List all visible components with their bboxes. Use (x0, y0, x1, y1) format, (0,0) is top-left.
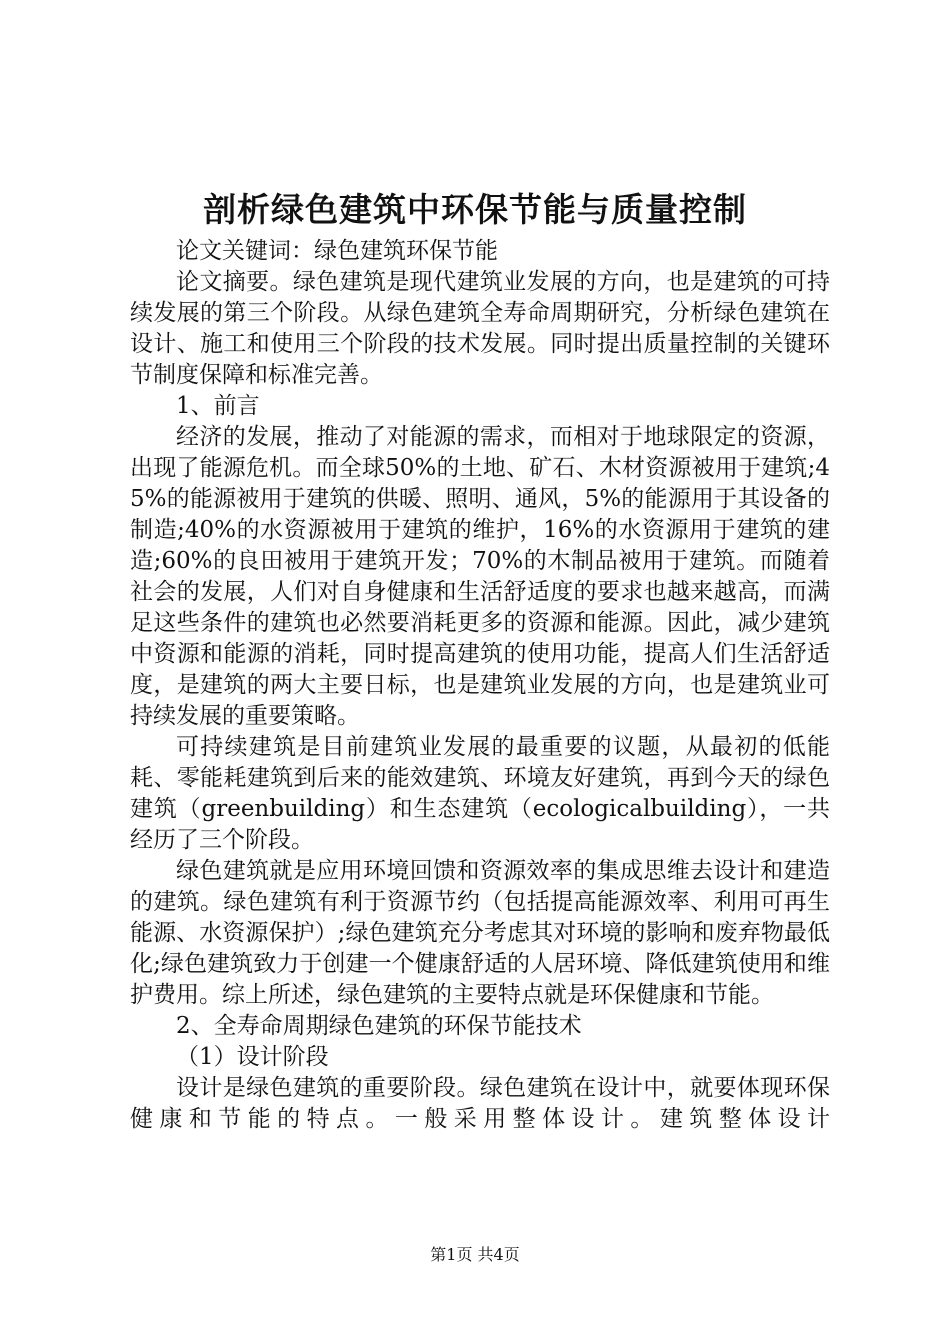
subsection-heading-design: （1）设计阶段 (176, 1044, 329, 1070)
section-heading-preface: 1、前言 (176, 393, 260, 419)
page-footer: 第1页 共4页 (430, 1245, 520, 1264)
body-paragraph: 设计是绿色建筑的重要阶段。绿色建筑在设计中，就要体现环保健康和节能的特点。一般采用整体设计。建筑整体设计 (130, 1075, 830, 1132)
body-paragraph: 绿色建筑就是应用环境回馈和资源效率的集成思维去设计和建造的建筑。绿色建筑有利于资源节约（包括提高能源效率、利用可再生能源、水资源保护）;绿色建筑充分考虑其对环境的影响和废弃物最低化;绿色建筑致力于创建一个健康舒适的人居环境、降低建筑使用和维护费用。综上所述，绿色建筑的主要特点就是环保健康和节能。 (130, 858, 830, 1008)
body-paragraph: 经济的发展，推动了对能源的需求，而相对于地球限定的资源，出现了能源危机。而全球50%的土地、矿石、木材资源被用于建筑;45%的能源被用于建筑的供暖、照明、通风，5%的能源用于其设备的制造;40%的水资源被用于建筑的维护，16%的水资源用于建筑的建造;60%的良田被用于建筑开发；70%的木制品被用于建筑。而随着社会的发展，人们对自身健康和生活舒适度的要求也越来越高，而满足这些条件的建筑也必然要消耗更多的资源和能源。因此，减少建筑中资源和能源的消耗，同时提高建筑的使用功能，提高人们生活舒适度，是建筑的两大主要日标，也是建筑业发展的方向，也是建筑业可持续发展的重要策略。 (130, 424, 830, 729)
body-paragraph: 可持续建筑是目前建筑业发展的最重要的议题，从最初的低能耗、零能耗建筑到后来的能效建筑、环境友好建筑，再到今天的绿色建筑（greenbuilding）和生态建筑（ecologicalbuilding），一共经历了三个阶段。 (130, 734, 830, 853)
document-body (130, 236, 830, 1135)
section-heading-technology: 2、全寿命周期绿色建筑的环保节能技术 (176, 1013, 582, 1039)
abstract-paragraph: 论文摘要。绿色建筑是现代建筑业发展的方向，也是建筑的可持续发展的第三个阶段。从绿色建筑全寿命周期研究，分析绿色建筑在设计、施工和使用三个阶段的技术发展。同时提出质量控制的关键环节制度保障和标准完善。 (130, 269, 830, 388)
document-title: 剖析绿色建筑中环保节能与质量控制 (203, 190, 747, 229)
keywords-line: 论文关键词：绿色建筑环保节能 (176, 238, 498, 264)
